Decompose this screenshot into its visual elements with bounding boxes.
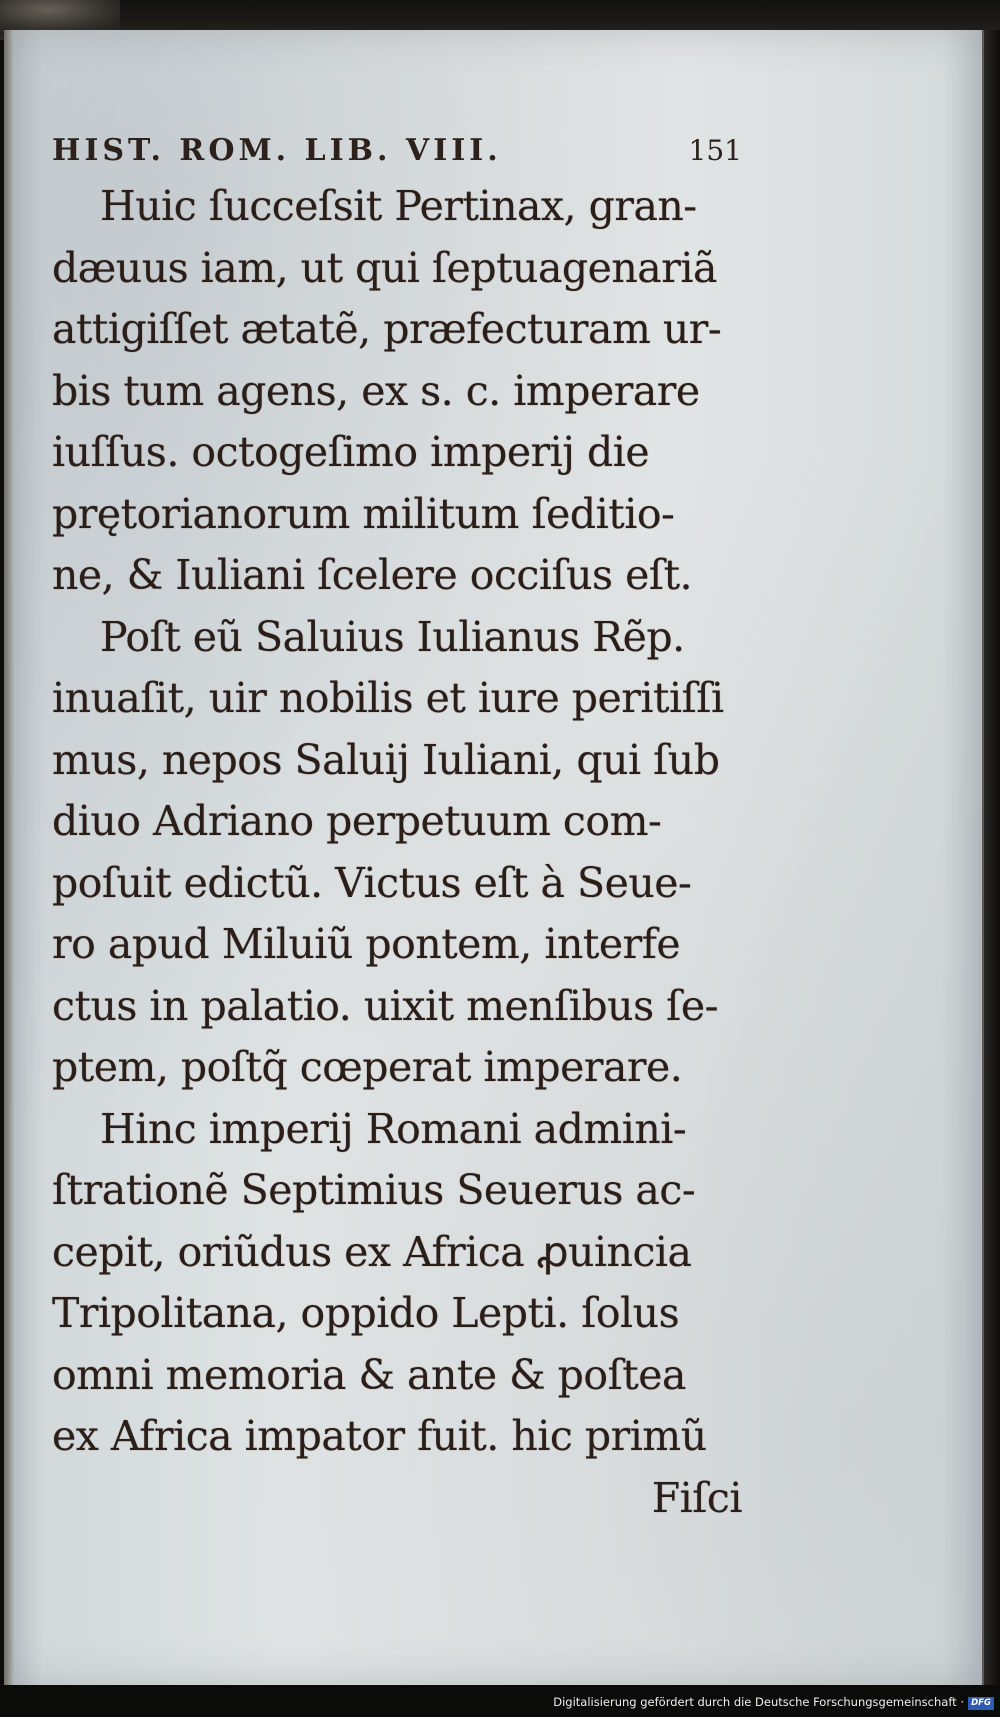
scan-border-right: [984, 30, 1000, 1685]
text-line: attigiſſet ætatẽ, præfecturam ur-: [52, 305, 722, 353]
text-line: iuſſus. octogeſimo imperij die: [52, 428, 650, 476]
text-line: ctus in palatio. uixit menſibus ſe-: [52, 981, 718, 1030]
text-line: ne, & Iuliani ſcelere occiſus eſt.: [52, 551, 693, 599]
text-line: inuaſit, uir nobilis et iure peritiſſi: [52, 674, 724, 722]
body-text: [52, 176, 752, 1468]
corner-stain: [0, 0, 120, 32]
text-line: mus, nepos Saluij Iuliani, qui ſub: [52, 735, 720, 784]
text-line: prętorianorum militum ſeditio-: [52, 489, 675, 538]
text-line: Tripolitana, oppido Lepti. ſolus: [52, 1289, 680, 1337]
text-line: Huic ſucceſsit Pertinax, gran-: [100, 182, 697, 230]
footer-credit: Digitalisierung gefördert durch die Deutsche Forschungsgemeinschaft ·: [553, 1695, 964, 1709]
folio-number: 151: [688, 133, 742, 167]
text-line: poſuit edictũ. Victus eſt à Seue-: [52, 858, 692, 907]
book-page: [4, 30, 984, 1685]
text-line: ro apud Miluiũ pontem, interfe: [52, 920, 681, 968]
text-line: dæuus iam, ut qui ſeptuagenariã: [52, 243, 717, 292]
page-edge: [4, 30, 14, 1685]
text-line: cepit, oriũdus ex Africa ꝓuincia: [52, 1227, 692, 1276]
catchword: Fiſci: [651, 1473, 742, 1522]
text-line: ex Africa impator fuit. hic primũ: [52, 1412, 707, 1460]
text-line: Hinc imperij Romani admini-: [100, 1104, 687, 1153]
text-line: diuo Adriano perpetuum com-: [52, 797, 662, 845]
text-block: [52, 124, 752, 1529]
text-line: Poſt eũ Saluius Iulianus Rẽp.: [100, 612, 685, 661]
text-line: ſtrationẽ Septimius Seuerus ac-: [52, 1166, 696, 1214]
dfg-logo-icon: DFG: [968, 1697, 994, 1710]
text-line: omni memoria & ante & poſtea: [52, 1350, 686, 1399]
running-header: [52, 124, 742, 176]
running-title: HIST. ROM. LIB. VIII.: [52, 132, 502, 168]
text-line: bis tum agens, ex s. c. imperare: [52, 366, 700, 415]
text-line: ptem, poſtq̃ cœperat imperare.: [52, 1043, 683, 1091]
footer-bar: [0, 1685, 1000, 1717]
